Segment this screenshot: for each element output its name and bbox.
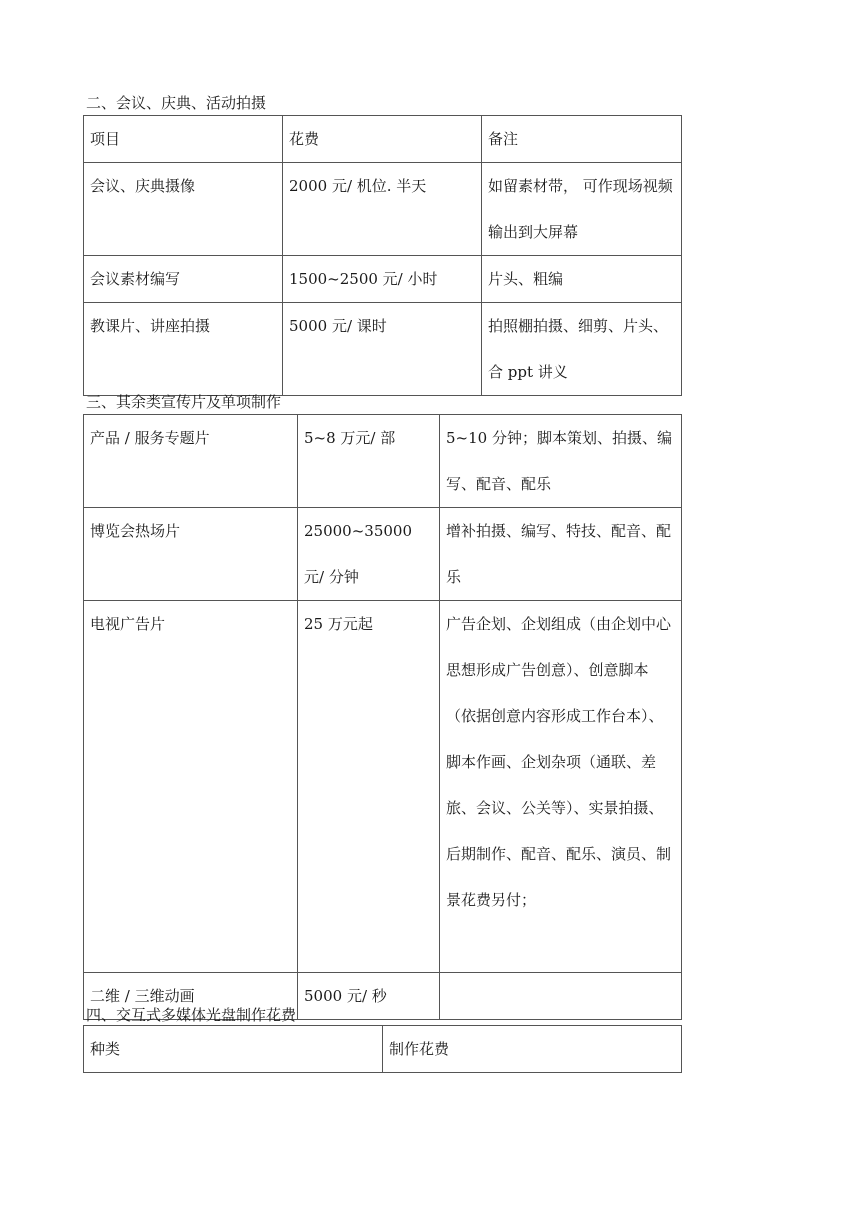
header-production-cost: 制作花费 xyxy=(383,1026,682,1073)
cell-item: 博览会热场片 xyxy=(84,508,298,601)
section-title-2: 二、会议、庆典、活动拍摄 xyxy=(86,94,267,112)
cell-cost: 2000 元/ 机位. 半天 xyxy=(283,163,482,256)
multimedia-disc-table xyxy=(83,1025,682,1073)
cell-remark: 增补拍摄、编写、特技、配音、配乐 xyxy=(440,508,682,601)
table-row xyxy=(84,601,682,973)
table-header-row xyxy=(84,116,682,163)
header-item: 项目 xyxy=(84,116,283,163)
cell-remark: 如留素材带， 可作现场视频输出到大屏幕 xyxy=(482,163,682,256)
cell-remark: 片头、粗编 xyxy=(482,256,682,303)
table-header-row xyxy=(84,1026,682,1073)
cell-cost: 5000 元/ 课时 xyxy=(283,303,482,396)
cell-item: 电视广告片 xyxy=(84,601,298,973)
cell-remark: 广告企划、企划组成（由企划中心思想形成广告创意）、创意脚本（依据创意内容形成工作台本）、脚本作画、企划杂项（通联、差旅、会议、公关等）、实景拍摄、后期制作、配音、配乐、演员、制景花费另付； xyxy=(440,601,682,973)
cell-cost: 25000~35000 元/ 分钟 xyxy=(298,508,440,601)
cell-item: 会议素材编写 xyxy=(84,256,283,303)
section-title-3: 三、其余类宣传片及单项制作 xyxy=(86,393,282,411)
cell-cost: 5~8 万元/ 部 xyxy=(298,415,440,508)
cell-remark: 拍照棚拍摄、细剪、片头、合 ppt 讲义 xyxy=(482,303,682,396)
section-title-4: 四、交互式多媒体光盘制作花费 xyxy=(86,1006,297,1024)
header-remark: 备注 xyxy=(482,116,682,163)
header-category: 种类 xyxy=(84,1026,383,1073)
promo-film-table xyxy=(83,414,682,1020)
table-row xyxy=(84,508,682,601)
cell-item: 会议、庆典摄像 xyxy=(84,163,283,256)
table-row xyxy=(84,415,682,508)
table-row xyxy=(84,163,682,256)
cell-cost: 1500~2500 元/ 小时 xyxy=(283,256,482,303)
meeting-filming-table xyxy=(83,115,682,396)
header-cost: 花费 xyxy=(283,116,482,163)
cell-cost: 25 万元起 xyxy=(298,601,440,973)
cell-remark: 5~10 分钟；脚本策划、拍摄、编写、配音、配乐 xyxy=(440,415,682,508)
table-row xyxy=(84,303,682,396)
cell-item: 教课片、讲座拍摄 xyxy=(84,303,283,396)
table-row xyxy=(84,256,682,303)
cell-item: 产品 / 服务专题片 xyxy=(84,415,298,508)
cell-cost: 5000 元/ 秒 xyxy=(298,973,440,1020)
cell-item: 二维 / 三维动画 xyxy=(84,973,298,1020)
cell-remark xyxy=(440,973,682,1020)
